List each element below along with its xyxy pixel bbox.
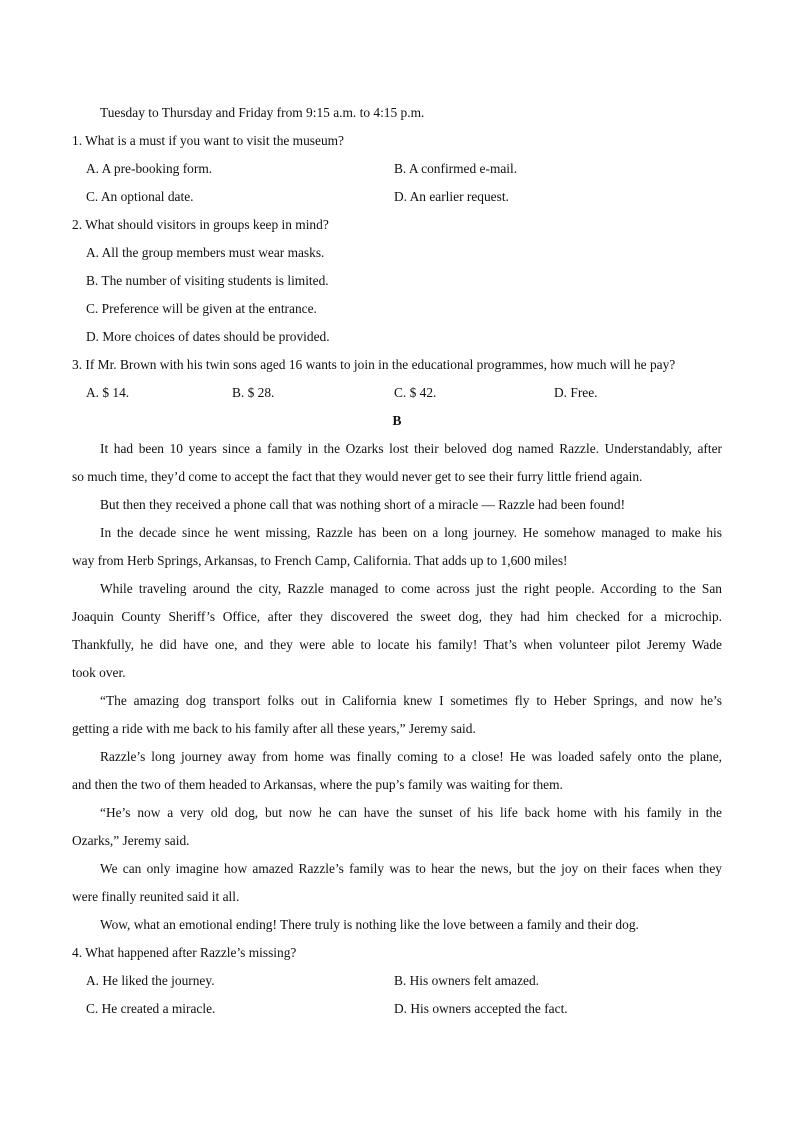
passage-p8-line1: We can only imagine how amazed Razzle’s family was to hear the news, but the joy on their faces when they [100, 861, 722, 876]
q2-option-d: D. More choices of dates should be provided. [86, 329, 330, 344]
schedule-line: Tuesday to Thursday and Friday from 9:15 a.m. to 4:15 p.m. [100, 105, 425, 120]
passage-p3-line2: way from Herb Springs, Arkansas, to French Camp, California. That adds up to 1,600 miles! [72, 553, 568, 568]
passage-p1-line2: so much time, they’d come to accept the fact that they would never get to see their furry little friend again. [72, 469, 643, 484]
question-2: 2. What should visitors in groups keep in mind? [72, 217, 329, 232]
q1-option-a: A. A pre-booking form. [86, 161, 213, 176]
passage-p8-line2: were finally reunited said it all. [72, 889, 240, 904]
passage-p4-line3: Thankfully, he did have one, and they were able to locate his family! That’s when volunteer pilot Jeremy Wade [72, 637, 722, 652]
passage-p7-line2: Ozarks,” Jeremy said. [72, 833, 190, 848]
q2-option-c: C. Preference will be given at the entrance. [86, 301, 317, 316]
question-3: 3. If Mr. Brown with his twin sons aged 16 wants to join in the educational programmes, how much will he pay? [72, 357, 676, 372]
q3-option-d: D. Free. [554, 385, 598, 400]
passage-p5-line2: getting a ride with me back to his family after all these years,” Jeremy said. [72, 721, 476, 736]
q4-option-a: A. He liked the journey. [86, 973, 215, 988]
section-heading-b: B [392, 413, 402, 428]
q1-option-b: B. A confirmed e-mail. [394, 161, 518, 176]
q4-option-c: C. He created a miracle. [86, 1001, 216, 1016]
q4-option-b: B. His owners felt amazed. [394, 973, 540, 988]
passage-p7-line1: “He’s now a very old dog, but now he can have the sunset of his life back home with his family in the [100, 805, 722, 820]
q1-option-c: C. An optional date. [86, 189, 194, 204]
passage-p2-line1: But then they received a phone call that was nothing short of a miracle — Razzle had been found! [100, 497, 626, 512]
passage-p6-line1: Razzle’s long journey away from home was finally coming to a close! He was loaded safely onto the plane, [100, 749, 722, 764]
q4-option-d: D. His owners accepted the fact. [394, 1001, 568, 1016]
q3-option-b: B. $ 28. [232, 385, 275, 400]
passage-p4-line4: took over. [72, 665, 126, 680]
question-1: 1. What is a must if you want to visit the museum? [72, 133, 344, 148]
q2-option-b: B. The number of visiting students is limited. [86, 273, 329, 288]
q3-option-a: A. $ 14. [86, 385, 130, 400]
q2-option-a: A. All the group members must wear masks. [86, 245, 325, 260]
question-4: 4. What happened after Razzle’s missing? [72, 945, 297, 960]
passage-p6-line2: and then the two of them headed to Arkansas, where the pup’s family was waiting for them. [72, 777, 563, 792]
passage-p1-line1: It had been 10 years since a family in the Ozarks lost their beloved dog named Razzle. Understandably, after [100, 441, 722, 456]
q3-option-c: C. $ 42. [394, 385, 437, 400]
q1-option-d: D. An earlier request. [394, 189, 509, 204]
passage-p4-line1: While traveling around the city, Razzle managed to come across just the right people. According to the San [100, 581, 722, 596]
passage-p9-line1: Wow, what an emotional ending! There truly is nothing like the love between a family and their dog. [100, 917, 639, 932]
passage-p5-line1: “The amazing dog transport folks out in California knew I sometimes fly to Heber Springs, and now he’s [100, 693, 722, 708]
passage-p3-line1: In the decade since he went missing, Razzle has been on a long journey. He somehow managed to make his [100, 525, 722, 540]
passage-p4-line2: Joaquin County Sheriff’s Office, after they discovered the sweet dog, they had him checked for a microchip. [72, 609, 722, 624]
